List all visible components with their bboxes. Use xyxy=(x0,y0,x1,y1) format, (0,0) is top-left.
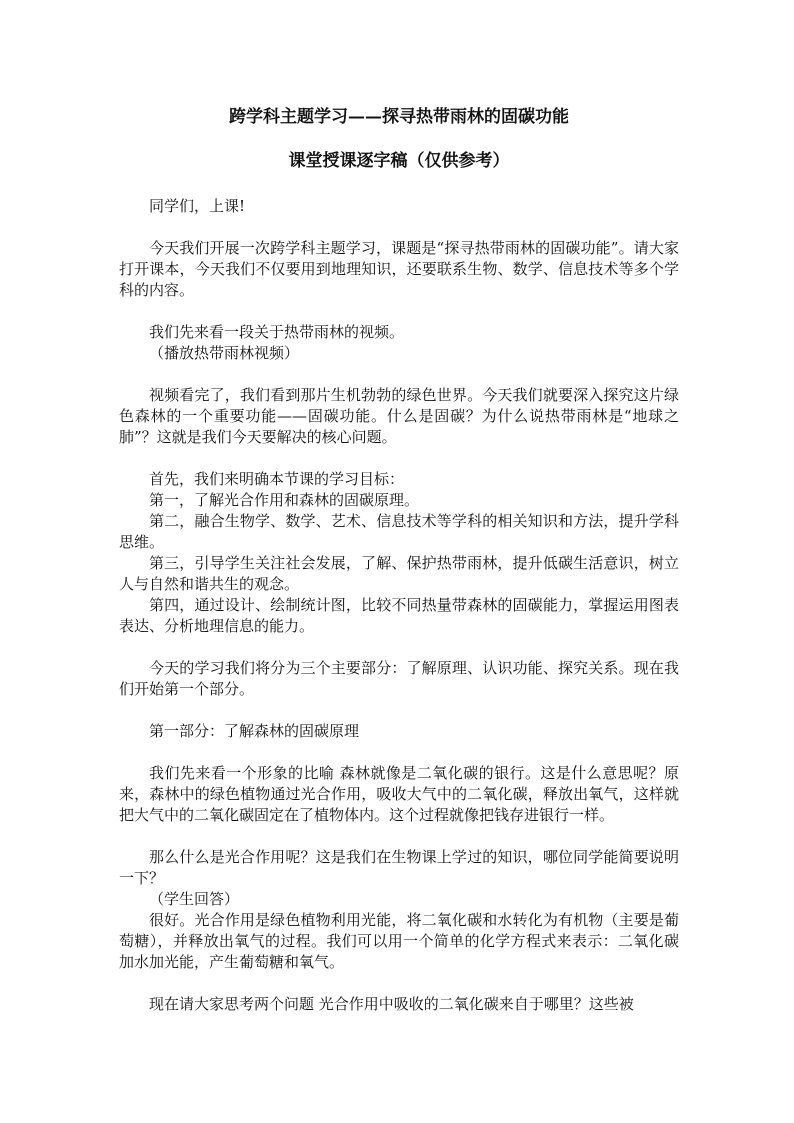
document-subtitle: 课堂授课逐字稿（仅供参考） xyxy=(288,151,510,171)
paragraph-goal-4: 第四，通过设计、绘制统计图，比较不同热量带森林的固碳能力，掌握运用图表表达、分析地理信息的能力。 xyxy=(119,596,679,635)
paragraph-greeting: 同学们，上课! xyxy=(149,197,246,215)
paragraph-goal-1: 第一，了解光合作用和森林的固碳原理。 xyxy=(149,491,420,509)
paragraph-video-note: （播放热带雨林视频） xyxy=(149,344,300,362)
paragraph-outline: 今天的学习我们将分为三个主要部分：了解原理、认识功能、探究关系。现在我们开始第一个部分。 xyxy=(119,659,679,698)
paragraph-photosynthesis-explanation: 很好。光合作用是绿色植物利用光能，将二氧化碳和水转化为有机物（主要是葡萄糖），并释放出氧气的过程。我们可以用一个简单的化学方程式来表示：二氧化碳加水加光能，产生葡萄糖和氧气。 xyxy=(119,911,679,971)
paragraph-goal-2: 第二，融合生物学、数学、艺术、信息技术等学科的相关知识和方法，提升学科思维。 xyxy=(119,512,679,551)
section-heading-part-1: 第一部分：了解森林的固碳原理 xyxy=(149,722,360,740)
paragraph-think-questions: 现在请大家思考两个问题 光合作用中吸收的二氧化碳来自于哪里？这些被 xyxy=(149,995,634,1013)
paragraph-photosynthesis-question: 那么什么是光合作用呢？这是我们在生物课上学过的知识，哪位同学能简要说明一下？ xyxy=(119,848,679,887)
paragraph-intro: 今天我们开展一次跨学科主题学习，课题是“探寻热带雨林的固碳功能”。请大家打开课本，今天我们不仅要用到地理知识，还要联系生物、数学、信息技术等多个学科的内容。 xyxy=(119,239,679,299)
paragraph-video: 我们先来看一段关于热带雨林的视频。 xyxy=(149,323,405,341)
paragraph-student-answer: （学生回答） xyxy=(149,890,240,908)
paragraph-goal-3: 第三，引导学生关注社会发展，了解、保护热带雨林，提升低碳生活意识，树立人与自然和谐共生的观念。 xyxy=(119,554,679,593)
paragraph-goals-intro: 首先，我们来明确本节课的学习目标： xyxy=(149,470,405,488)
paragraph-bank-metaphor: 我们先来看一个形象的比喻 森林就像是二氧化碳的银行。这是什么意思呢？原来，森林中的绿色植物通过光合作用，吸收大气中的二氧化碳，释放出氧气，这样就把大气中的二氧化碳固定在了植物体内。这个过程就像把钱存进银行一样。 xyxy=(119,764,679,824)
paragraph-core-question: 视频看完了，我们看到那片生机勃勃的绿色世界。今天我们就要深入探究这片绿色森林的一个重要功能——固碳功能。什么是固碳？为什么说热带雨林是“地球之肺”？这就是我们今天要解决的核心问题。 xyxy=(119,386,679,446)
document-body xyxy=(119,196,679,1015)
document-title: 跨学科主题学习——探寻热带雨林的固碳功能 xyxy=(229,107,569,127)
